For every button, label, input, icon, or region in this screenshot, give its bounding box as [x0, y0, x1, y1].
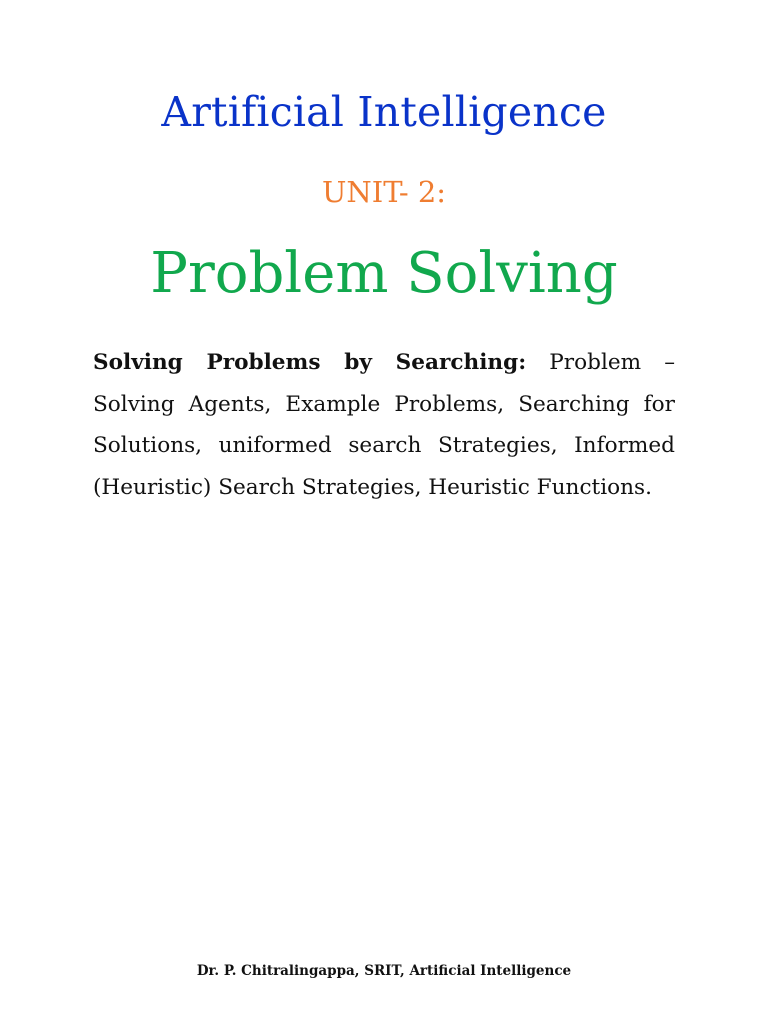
unit-heading: UNIT- 2:: [321, 175, 447, 209]
paragraph-body: Problem – Solving Agents, Example Problems, Searching for Solutions, uniformed search Strategies, Informed (Heuristic) Search Strategies, Heuristic Functions.: [93, 350, 675, 500]
topic-heading: Problem Solving: [150, 241, 618, 306]
course-title: Artificial Intelligence: [161, 88, 607, 136]
paragraph-lead: Solving Problems by Searching:: [93, 350, 527, 375]
page-footer: Dr. P. Chitralingappa, SRIT, Artificial Intelligence: [196, 963, 572, 979]
syllabus-paragraph: [93, 342, 675, 508]
